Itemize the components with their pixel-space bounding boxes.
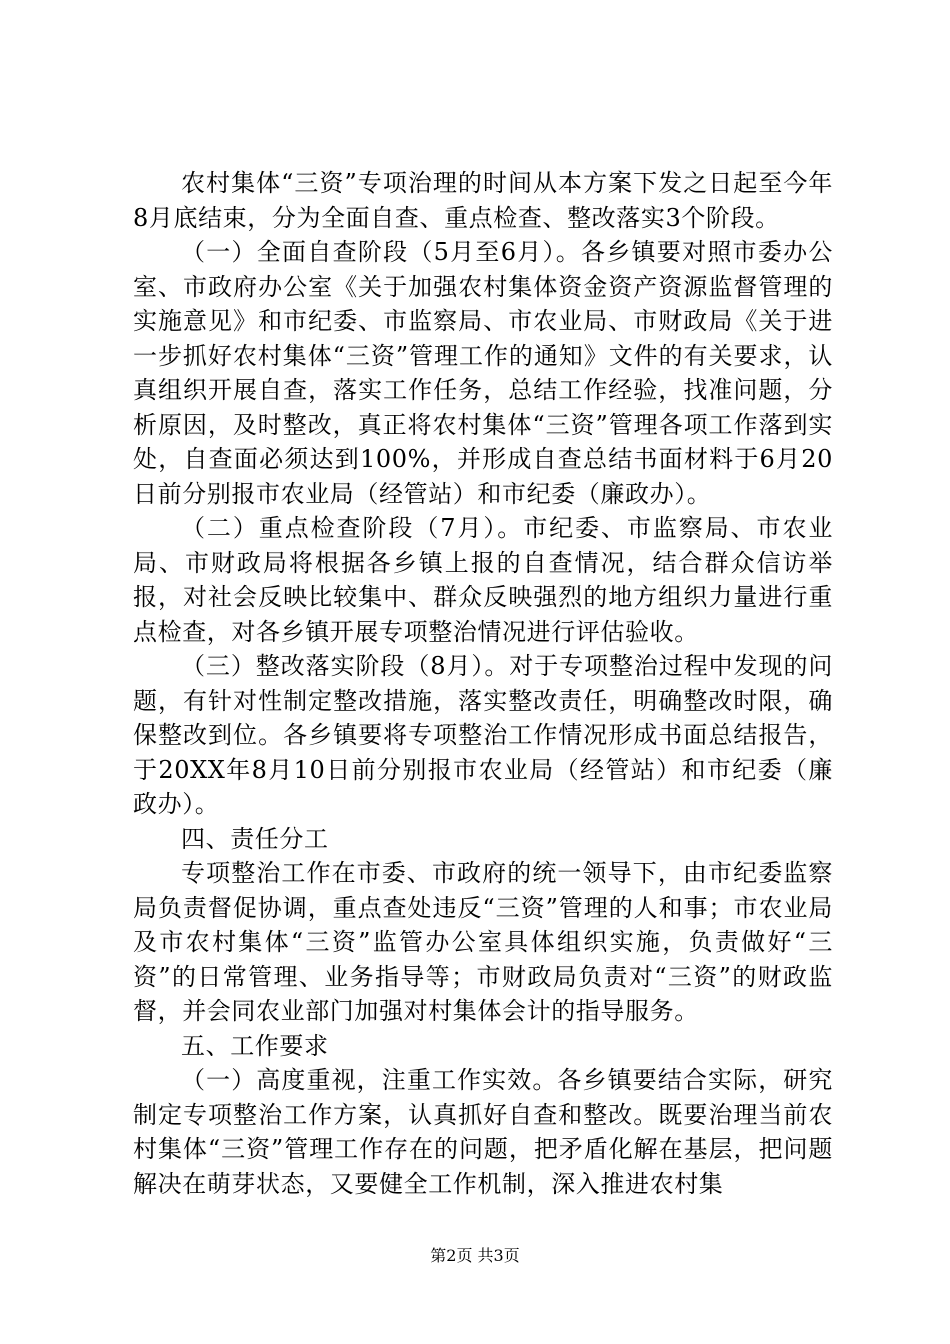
document-body [133,166,833,1201]
section-heading-responsibilities: 四、责任分工 [181,824,329,853]
paragraph-key-inspection-stage: （二）重点检查阶段（7月）。市纪委、市监察局、市农业局、市财政局将根据各乡镇上报的自查情况，结合群众信访举报，对社会反映比较集中、群众反映强烈的地方组织力量进行重点检查，对各乡镇开展专项整治情况进行评估验收。 [133,514,833,646]
paragraph-requirement-1: （一）高度重视，注重工作实效。各乡镇要结合实际，研究制定专项整治工作方案，认真抓好自查和整改。既要治理当前农村集体“三资”管理工作存在的问题，把矛盾化解在基层，把问题解决在萌芽状态，又要健全工作机制，深入推进农村集 [133,1066,833,1198]
page-footer: 第2页 共3页 [430,1246,520,1265]
paragraph-schedule-intro: 农村集体“三资”专项治理的时间从本方案下发之日起至今年8月底结束，分为全面自查、重点检查、整改落实3个阶段。 [133,169,833,232]
section-heading-requirements: 五、工作要求 [181,1031,329,1060]
paragraph-responsibilities: 专项整治工作在市委、市政府的统一领导下，由市纪委监察局负责督促协调，重点查处违反“三资”管理的人和事；市农业局及市农村集体“三资”监管办公室具体组织实施，负责做好“三资”的日常管理、业务指导等；市财政局负责对“三资”的财政监督，并会同农业部门加强对村集体会计的指导服务。 [133,859,833,1025]
paragraph-rectification-stage: （三）整改落实阶段（8月）。对于专项整治过程中发现的问题，有针对性制定整改措施，落实整改责任，明确整改时限，确保整改到位。各乡镇要将专项整治工作情况形成书面总结报告，于20XX年8月10日前分别报市农业局（经管站）和市纪委（廉政办）。 [133,652,833,818]
paragraph-self-inspection-stage: （一）全面自查阶段（5月至6月）。各乡镇要对照市委办公室、市政府办公室《关于加强农村集体资金资产资源监督管理的实施意见》和市纪委、市监察局、市农业局、市财政局《关于进一步抓好农村集体“三资”管理工作的通知》文件的有关要求，认真组织开展自查，落实工作任务，总结工作经验，找准问题，分析原因，及时整改，真正将农村集体“三资”管理各项工作落到实处，自查面必须达到100%，并形成自查总结书面材料于6月20日前分别报市农业局（经管站）和市纪委（廉政办）。 [133,238,833,508]
